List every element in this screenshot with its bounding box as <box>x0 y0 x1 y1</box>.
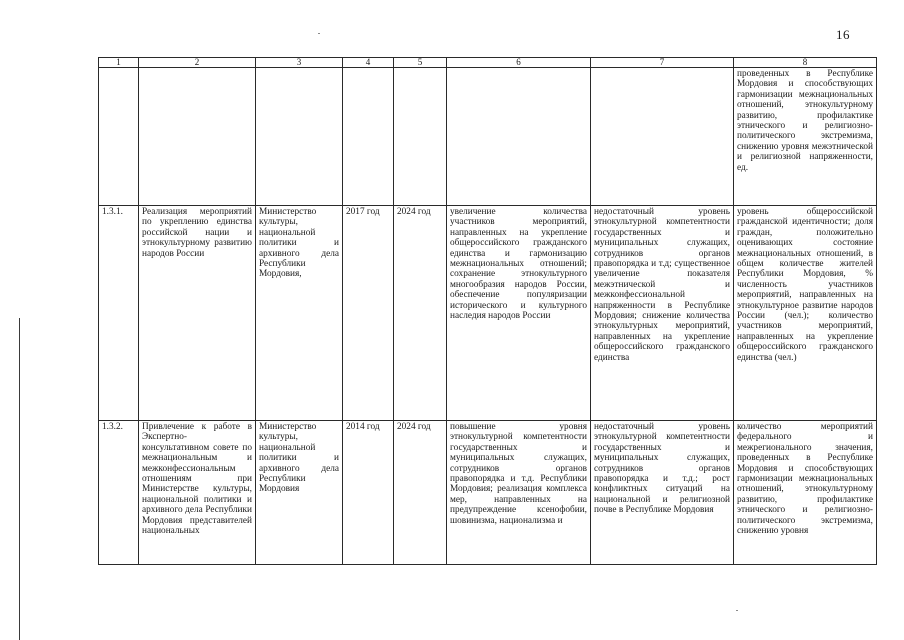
column-number: 6 <box>447 58 591 68</box>
expected-result-cell <box>447 68 591 206</box>
consequences-cell <box>591 68 734 206</box>
indicators-cell: количество мероприятий федерального и межрегионального значения, проведенных в Республике Мордовия и способствующих гармонизации межнациональных отношений, этнокультурному развитию, профилактике этнического и религиозно-политического экстремизма, снижению уровня <box>734 421 877 565</box>
measure-name-cell: Привлечение к работе в Экспертно-консультативном совете по межнациональным и межконфессиональным отношениям при Министерстве культуры, национальной политики и архивного дела Республики Мордовия представителей национальных <box>139 421 256 565</box>
end-year-cell <box>394 68 447 206</box>
table-row-1-3-2 <box>99 421 877 565</box>
column-number-row <box>99 58 877 68</box>
measures-table <box>98 57 877 565</box>
column-number: 2 <box>139 58 256 68</box>
start-year-cell: 2017 год <box>343 206 394 421</box>
executor-cell: Министерство культуры, национальной политики и архивного дела Республики Мордовия, <box>256 206 343 421</box>
column-number: 8 <box>734 58 877 68</box>
end-year-cell: 2024 год <box>394 206 447 421</box>
scan-speck <box>736 610 738 611</box>
executor-cell: Министерство культуры, национальной политики и архивного дела Республики Мордовия <box>256 421 343 565</box>
measure-name-cell <box>139 68 256 206</box>
start-year-cell: 2014 год <box>343 421 394 565</box>
indicators-cell: уровень общероссийской гражданской идентичности; доля граждан, положительно оценивающих состояние межнациональных отношений, в общем количестве жителей Республики Мордовия, % численность участников мероприятий, направленных на этнокультурное развитие народов России (чел.); количество участников мероприятий, направленных на укрепление общероссийского гражданского единства (чел.) <box>734 206 877 421</box>
measure-number-cell <box>99 68 139 206</box>
indicators-cell: проведенных в Республике Мордовия и способствующих гармонизации межнациональных отношений, этнокультурному развитию, профилактике этнического и религиозно-политического экстремизма, снижению уровня межэтнической и религиозной напряженности, ед. <box>734 68 877 206</box>
start-year-cell <box>343 68 394 206</box>
column-number: 4 <box>343 58 394 68</box>
column-number: 3 <box>256 58 343 68</box>
consequences-cell: недостаточный уровень этнокультурной компетентности государственных и муниципальных служащих, сотрудников органов правопорядка и т.д.; рост конфликтных ситуаций на национальной и религиозной почве в Республике Мордовия <box>591 421 734 565</box>
table-row-continuation <box>99 68 877 206</box>
page-number: 16 <box>836 27 850 42</box>
scan-speck <box>318 33 320 34</box>
measure-name-cell: Реализация мероприятий по укреплению единства российской нации и этнокультурному развитию народов России <box>139 206 256 421</box>
expected-result-cell: повышение уровня этнокультурной компетентности государственных и муниципальных служащих, сотрудников органов правопорядка и т.д. Республики Мордовия; реализация комплекса мер, направленных на предупреждение ксенофобии, шовинизма, национализма и <box>447 421 591 565</box>
executor-cell <box>256 68 343 206</box>
end-year-cell: 2024 год <box>394 421 447 565</box>
measure-number-cell: 1.3.1. <box>99 206 139 421</box>
table-row-1-3-1 <box>99 206 877 421</box>
consequences-cell: недостаточный уровень этнокультурной компетентности государственных и муниципальных служащих, сотрудников органов правопорядка и т.д; существенное увеличение показателя межэтнической и межконфессиональной напряженности в Республике Мордовия; снижение количества этнокультурных мероприятий, направленных на укрепление общероссийского гражданского единства <box>591 206 734 421</box>
binding-edge-line <box>19 318 20 640</box>
column-number: 1 <box>99 58 139 68</box>
column-number: 5 <box>394 58 447 68</box>
expected-result-cell: увеличение количества участников мероприятий, направленных на укрепление общероссийского гражданского единства и гармонизацию межнациональных отношений; сохранение этнокультурного многообразия народов России, обеспечение популяризации исторического и культурного наследия народов России <box>447 206 591 421</box>
measure-number-cell: 1.3.2. <box>99 421 139 565</box>
column-number: 7 <box>591 58 734 68</box>
